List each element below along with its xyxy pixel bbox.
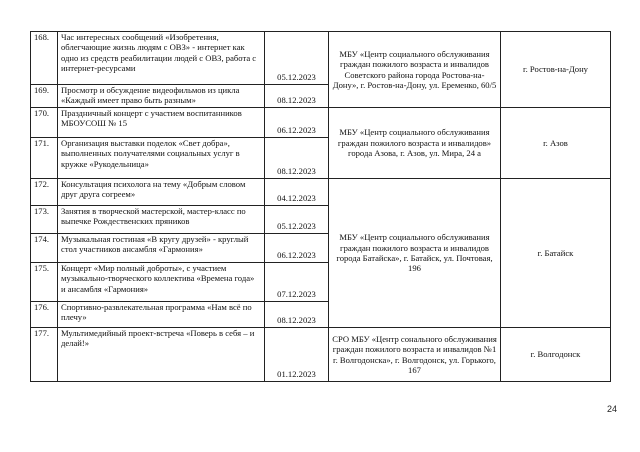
organization-cell: МБУ «Центр социального обслуживания граждан пожилого возраста и инвалидов Советского района города Ростова-на-Дону», г. Ростов-на-Дону, ул. Еременко, 60/5 — [329, 32, 501, 108]
row-number: 173. — [31, 206, 58, 234]
event-date: 01.12.2023 — [265, 328, 329, 382]
row-number: 169. — [31, 85, 58, 108]
table-row — [31, 179, 611, 206]
city-cell: г. Азов — [501, 108, 611, 179]
event-description: Музыкальная гостиная «В кругу друзей» - круглый стол участников ансамбля «Гармония» — [58, 234, 265, 263]
row-number: 168. — [31, 32, 58, 85]
event-date: 08.12.2023 — [265, 85, 329, 108]
event-description: Праздничный концерт с участием воспитанников МБОУСОШ № 15 — [58, 108, 265, 138]
event-description: Спортивно-развлекательная программа «Нам всё по плечу» — [58, 302, 265, 328]
city-cell: г. Ростов-на-Дону — [501, 32, 611, 108]
event-description: Консультация психолога на тему «Добрым словом друг друга согреем» — [58, 179, 265, 206]
event-description: Занятия в творческой мастерской, мастер-класс по выпечке Рождественских пряников — [58, 206, 265, 234]
city-cell: г. Батайск — [501, 179, 611, 328]
organization-cell: СРО МБУ «Центр сонального обслуживания граждан пожилого возраста и инвалидов №1 г. Волгодонска», г. Волгодонск, ул. Горького, 167 — [329, 328, 501, 382]
event-description: Просмотр и обсуждение видеофильмов из цикла «Каждый имеет право быть разным» — [58, 85, 265, 108]
city-cell: г. Волгодонск — [501, 328, 611, 382]
row-number: 170. — [31, 108, 58, 138]
event-date: 08.12.2023 — [265, 138, 329, 179]
row-number: 176. — [31, 302, 58, 328]
events-table — [30, 31, 611, 382]
event-description: Концерт «Мир полный доброты», с участием музыкально-творческого коллектива «Времена года» и ансамбля «Гармония» — [58, 263, 265, 302]
organization-cell: МБУ «Центр социального обслуживания граждан пожилого возраста и инвалидов города Батайска», г. Батайск, ул. Почтовая, 196 — [329, 179, 501, 328]
event-date: 05.12.2023 — [265, 32, 329, 85]
event-date: 05.12.2023 — [265, 206, 329, 234]
event-date: 06.12.2023 — [265, 108, 329, 138]
organization-cell: МБУ «Центр социального обслуживания граждан пожилого возраста и инвалидов» города Азова, г. Азов, ул. Мира, 24 а — [329, 108, 501, 179]
event-description: Организация выставки поделок «Свет добра», выполненных получателями социальных услуг в кружке «Рукодельница» — [58, 138, 265, 179]
row-number: 177. — [31, 328, 58, 382]
event-description: Час интересных сообщений «Изобретения, облегчающие жизнь людям с ОВЗ» - интернет как одно из средств реабилитации людей с ОВЗ, работа с интернет-ресурсами — [58, 32, 265, 85]
event-date: 08.12.2023 — [265, 302, 329, 328]
event-date: 06.12.2023 — [265, 234, 329, 263]
row-number: 171. — [31, 138, 58, 179]
event-date: 07.12.2023 — [265, 263, 329, 302]
event-date: 04.12.2023 — [265, 179, 329, 206]
row-number: 174. — [31, 234, 58, 263]
page-number: 24 — [606, 404, 617, 414]
table-row — [31, 32, 611, 85]
row-number: 175. — [31, 263, 58, 302]
table-row — [31, 328, 611, 382]
event-description: Мультимедийный проект-встреча «Поверь в себя – и делай!» — [58, 328, 265, 382]
row-number: 172. — [31, 179, 58, 206]
table-row — [31, 108, 611, 138]
